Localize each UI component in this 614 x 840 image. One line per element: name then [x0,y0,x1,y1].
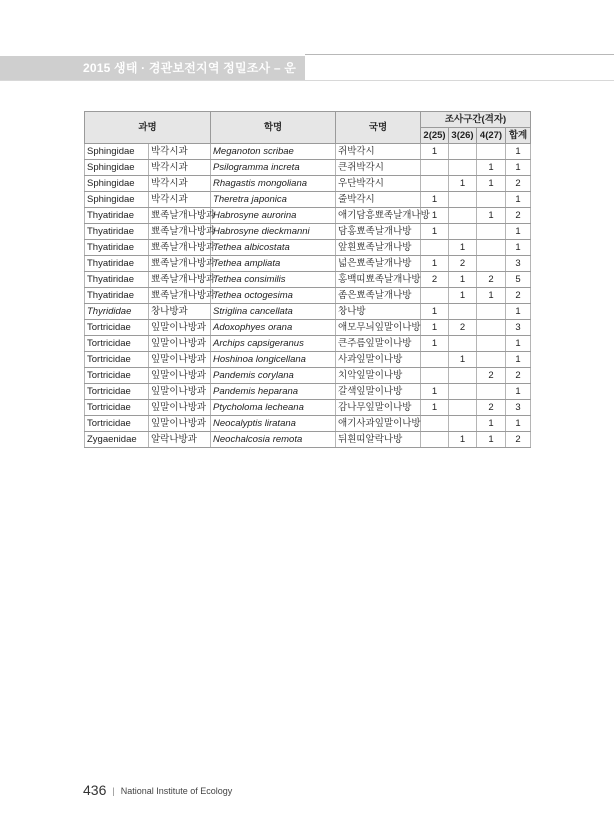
table-row [85,400,531,416]
cell-scientific-name: Pandemis heparana [211,384,336,400]
cell-family-korean: 잎말이나방과 [149,368,211,384]
cell-count-25 [421,240,449,256]
table-row [85,144,531,160]
cell-family: Sphingidae [85,160,149,176]
cell-count-25 [421,288,449,304]
cell-count-25: 1 [421,320,449,336]
cell-count-25: 1 [421,384,449,400]
cell-korean-name: 사과잎말이나방 [336,352,421,368]
cell-family-korean: 박각시과 [149,192,211,208]
cell-family-korean: 박각시과 [149,144,211,160]
cell-count-26: 1 [449,176,477,192]
cell-count-26 [449,144,477,160]
running-header [0,56,305,99]
cell-family: Tortricidae [85,400,149,416]
running-header-title: 2015 생태 · 경관보전지역 정밀조사 – 운문산 [83,61,297,99]
table-row [85,256,531,272]
cell-count-27: 1 [477,288,506,304]
cell-scientific-name: Meganoton scribae [211,144,336,160]
cell-korean-name: 큰주름잎말이나방 [336,336,421,352]
cell-count-27 [477,192,506,208]
cell-scientific-name: Habrosyne dieckmanni [211,224,336,240]
table-row [85,352,531,368]
cell-scientific-name: Ptycholoma lecheana [211,400,336,416]
cell-count-26: 2 [449,256,477,272]
cell-scientific-name: Psilogramma increta [211,160,336,176]
cell-family-korean: 잎말이나방과 [149,384,211,400]
table-row [85,160,531,176]
cell-total: 1 [506,416,531,432]
table-row [85,368,531,384]
cell-korean-name: 우단박각시 [336,176,421,192]
cell-family-korean: 잎말이나방과 [149,352,211,368]
cell-family-korean: 잎말이나방과 [149,416,211,432]
cell-count-27: 2 [477,368,506,384]
cell-count-26 [449,304,477,320]
cell-count-27: 1 [477,416,506,432]
cell-count-27: 1 [477,208,506,224]
col-header-scientific: 학명 [211,112,336,144]
cell-count-27 [477,256,506,272]
cell-scientific-name: Rhagastis mongoliana [211,176,336,192]
cell-korean-name: 애기담흥뾰족날개나방 [336,208,421,224]
cell-count-25 [421,432,449,448]
cell-count-27 [477,304,506,320]
table-row [85,432,531,448]
table-row [85,384,531,400]
cell-korean-name: 좀은뾰족날개나방 [336,288,421,304]
cell-count-25: 1 [421,144,449,160]
cell-family: Tortricidae [85,352,149,368]
table-row [85,336,531,352]
species-table [84,111,531,448]
cell-korean-name: 갈색잎말이나방 [336,384,421,400]
cell-count-25: 1 [421,208,449,224]
col-header-total: 합계 [506,128,531,144]
cell-count-26: 1 [449,272,477,288]
cell-count-26 [449,368,477,384]
cell-total: 1 [506,304,531,320]
cell-family: Thyatiridae [85,272,149,288]
cell-korean-name: 담홍뾰족날개나방 [336,224,421,240]
table-row [85,416,531,432]
cell-total: 3 [506,320,531,336]
cell-count-27 [477,240,506,256]
cell-count-26 [449,416,477,432]
cell-count-25: 1 [421,400,449,416]
cell-count-27 [477,224,506,240]
cell-total: 1 [506,384,531,400]
cell-family: Sphingidae [85,176,149,192]
cell-korean-name: 치악잎말이나방 [336,368,421,384]
cell-family-korean: 뾰족날개나방과 [149,240,211,256]
table-row [85,208,531,224]
cell-total: 2 [506,208,531,224]
cell-count-25: 1 [421,304,449,320]
cell-family-korean: 박각시과 [149,176,211,192]
cell-count-27 [477,352,506,368]
cell-count-27: 2 [477,272,506,288]
cell-family-korean: 뾰족날개나방과 [149,288,211,304]
cell-scientific-name: Neochalcosia remota [211,432,336,448]
col-header-sub: 2(25) [421,128,449,144]
header-divider [0,80,614,81]
cell-korean-name: 애기사과잎말이나방 [336,416,421,432]
cell-total: 1 [506,240,531,256]
cell-korean-name: 뒤흰띠알락나방 [336,432,421,448]
cell-family-korean: 박각시과 [149,160,211,176]
col-header-survey-group: 조사구간(격자) [421,112,531,128]
cell-family-korean: 뾰족날개나방과 [149,208,211,224]
cell-korean-name: 큰쥐박각시 [336,160,421,176]
cell-count-25: 1 [421,256,449,272]
table-row [85,224,531,240]
cell-count-26: 1 [449,432,477,448]
cell-count-25 [421,368,449,384]
header-rule [305,54,614,55]
cell-count-26 [449,160,477,176]
table-row [85,288,531,304]
footer-separator: | [112,786,115,796]
page-number: 436 [83,782,107,798]
cell-count-25 [421,176,449,192]
cell-count-27 [477,144,506,160]
cell-count-25: 1 [421,192,449,208]
cell-scientific-name: Pandemis corylana [211,368,336,384]
cell-family: Thyatiridae [85,224,149,240]
cell-family: Thyatiridae [85,288,149,304]
cell-count-26 [449,208,477,224]
cell-total: 5 [506,272,531,288]
cell-korean-name: 애모무늬잎말이나방 [336,320,421,336]
cell-count-27 [477,336,506,352]
cell-family: Tortricidae [85,368,149,384]
page-footer [83,781,232,799]
footer-publisher: National Institute of Ecology [120,786,233,796]
cell-count-26 [449,384,477,400]
cell-total: 1 [506,160,531,176]
cell-scientific-name: Adoxophyes orana [211,320,336,336]
cell-family-korean: 잎말이나방과 [149,336,211,352]
cell-family: Thyatiridae [85,208,149,224]
cell-family-korean: 창나방과 [149,304,211,320]
cell-family: Tortricidae [85,336,149,352]
cell-total: 1 [506,224,531,240]
cell-family-korean: 잎말이나방과 [149,320,211,336]
cell-family: Thyatiridae [85,240,149,256]
cell-count-25: 1 [421,336,449,352]
cell-total: 1 [506,352,531,368]
cell-total: 2 [506,288,531,304]
cell-korean-name: 창나방 [336,304,421,320]
cell-family-korean: 알락나방과 [149,432,211,448]
cell-total: 3 [506,256,531,272]
col-header-sub: 3(26) [449,128,477,144]
cell-family-korean: 뾰족날개나방과 [149,256,211,272]
cell-count-25 [421,352,449,368]
cell-scientific-name: Habrosyne aurorina [211,208,336,224]
cell-count-26 [449,400,477,416]
cell-family: Thyrididae [85,304,149,320]
cell-total: 1 [506,144,531,160]
cell-count-25 [421,160,449,176]
cell-family-korean: 뾰족날개나방과 [149,224,211,240]
table-row [85,304,531,320]
cell-total: 2 [506,432,531,448]
cell-scientific-name: Archips capsigeranus [211,336,336,352]
table-row [85,272,531,288]
cell-korean-name: 홍백띠뾰족날개나방 [336,272,421,288]
cell-count-26 [449,336,477,352]
cell-family-korean: 뾰족날개나방과 [149,272,211,288]
cell-total: 2 [506,368,531,384]
cell-count-26: 2 [449,320,477,336]
cell-count-25 [421,416,449,432]
cell-count-26 [449,192,477,208]
cell-scientific-name: Tethea albicostata [211,240,336,256]
cell-count-26: 1 [449,288,477,304]
cell-count-27: 1 [477,432,506,448]
cell-korean-name: 감나무잎말이나방 [336,400,421,416]
cell-count-25: 1 [421,224,449,240]
cell-scientific-name: Theretra japonica [211,192,336,208]
cell-scientific-name: Neocalyptis liratana [211,416,336,432]
cell-family: Tortricidae [85,416,149,432]
cell-count-26: 1 [449,352,477,368]
cell-scientific-name: Tethea consimilis [211,272,336,288]
cell-total: 1 [506,336,531,352]
cell-count-27: 1 [477,176,506,192]
table-row [85,240,531,256]
table-row [85,176,531,192]
table-row [85,320,531,336]
cell-family-korean: 잎말이나방과 [149,400,211,416]
cell-scientific-name: Striglina cancellata [211,304,336,320]
cell-korean-name: 앞흰뾰족날개나방 [336,240,421,256]
cell-korean-name: 줄박각시 [336,192,421,208]
col-header-family: 과명 [85,112,211,144]
table-row [85,192,531,208]
cell-scientific-name: Tethea octogesima [211,288,336,304]
cell-family: Tortricidae [85,384,149,400]
cell-count-27 [477,384,506,400]
cell-count-27: 2 [477,400,506,416]
cell-family: Sphingidae [85,192,149,208]
cell-count-27: 1 [477,160,506,176]
cell-count-26: 1 [449,240,477,256]
cell-total: 2 [506,176,531,192]
cell-total: 3 [506,400,531,416]
col-header-sub: 4(27) [477,128,506,144]
cell-family: Tortricidae [85,320,149,336]
cell-scientific-name: Hoshinoa longicellana [211,352,336,368]
cell-korean-name: 넓은뾰족날개나방 [336,256,421,272]
cell-family: Zygaenidae [85,432,149,448]
cell-scientific-name: Tethea ampliata [211,256,336,272]
cell-family: Thyatiridae [85,256,149,272]
cell-count-27 [477,320,506,336]
cell-total: 1 [506,192,531,208]
cell-count-26 [449,224,477,240]
cell-family: Sphingidae [85,144,149,160]
cell-korean-name: 쥐박각시 [336,144,421,160]
cell-count-25: 2 [421,272,449,288]
col-header-korean: 국명 [336,112,421,144]
